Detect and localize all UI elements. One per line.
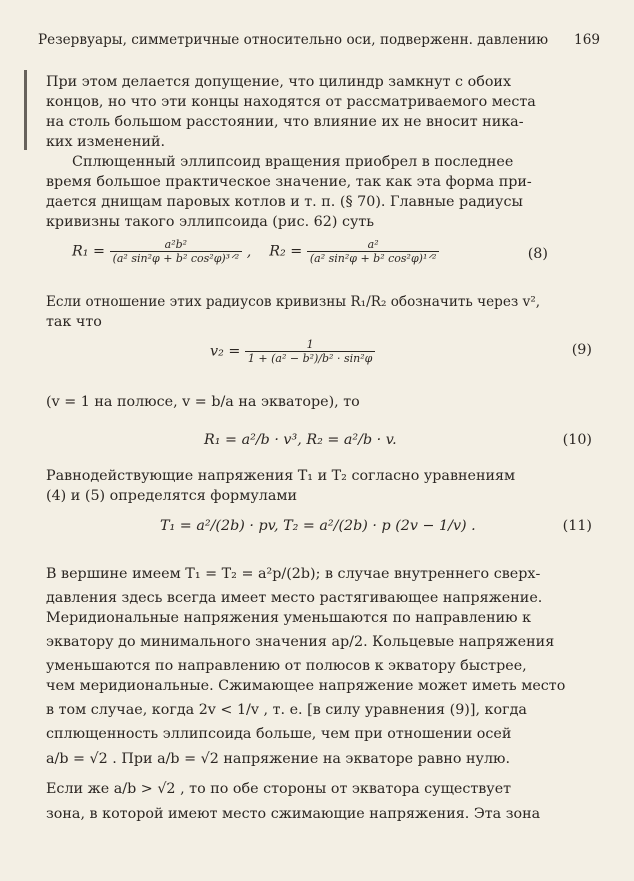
eq8-den2: (a² sin²φ + b² cos²φ)¹ᐟ² bbox=[309, 252, 437, 265]
text-line: так что bbox=[46, 314, 102, 330]
text-line: Меридиональные напряжения уменьшаются по направлению к bbox=[46, 610, 532, 626]
running-header bbox=[38, 32, 600, 48]
eq9-frac bbox=[245, 338, 375, 365]
eq8-frac1 bbox=[110, 238, 243, 265]
eq9-number: (9) bbox=[571, 342, 592, 358]
eq10-text: R₁ = a²/b · v³, R₂ = a²/b · v. bbox=[204, 432, 397, 448]
eq9-lhs: v₂ = bbox=[210, 343, 241, 360]
eq8-number: (8) bbox=[527, 246, 548, 262]
text-line: В вершине имеем T₁ = T₂ = a²p/(2b); в случае внутреннего сверх- bbox=[46, 566, 541, 582]
eq8-r1: R₁ = bbox=[72, 243, 106, 260]
equation-11 bbox=[160, 518, 592, 534]
text-body bbox=[46, 72, 592, 232]
text-line: в том случае, когда 2v < 1/v , т. е. [в силу уравнения (9)], когда bbox=[46, 702, 527, 718]
eq8-r2: R₂ = bbox=[269, 243, 303, 260]
text-line: Если отношение этих радиусов кривизны R₁/R₂ обозначить через v², bbox=[46, 294, 541, 310]
equation-10 bbox=[204, 432, 592, 448]
eq9-den: 1 + (a² − b²)/b² · sin²φ bbox=[247, 352, 373, 365]
text-line: зона, в которой имеют место сжимающие напряжения. Эта зона bbox=[46, 806, 541, 822]
page-number: 169 bbox=[574, 32, 600, 48]
eq10-number: (10) bbox=[562, 432, 592, 448]
header-title: Резервуары, симметричные относительно оси, подверженн. давлению bbox=[38, 32, 549, 48]
text-line: Равнодействующие напряжения T₁ и T₂ согласно уравнениям bbox=[46, 468, 516, 484]
margin-mark bbox=[24, 70, 27, 150]
text-line: При этом делается допущение, что цилиндр замкнут с обоих bbox=[46, 74, 512, 90]
text-line: (v = 1 на полюсе, v = b/a на экваторе), то bbox=[46, 394, 360, 410]
text-line: давления здесь всегда имеет место растягивающее напряжение. bbox=[46, 590, 543, 606]
equation-8: R₁ = $\frac{\text{a²b²}}{\text{(a² sin²φ + b² cos²φ)³ᐟ²}}$ , R₂ = $\frac{\text{a²}}{\text{(a² sin²φ + b² cos²φ)¹ᐟ²}}$ (8) bbox=[72, 238, 548, 265]
text-line: (4) и (5) определятся формулами bbox=[46, 488, 297, 504]
text-body-2 bbox=[46, 292, 592, 332]
text-line: ких изменений. bbox=[46, 134, 166, 150]
text-line: a/b = √2 . При a/b = √2 напряжение на экваторе равно нулю. bbox=[46, 751, 511, 767]
text-line: сплющенность эллипсоида больше, чем при отношении осей bbox=[46, 726, 512, 742]
eq11-text: T₁ = a²/(2b) · pv, T₂ = a²/(2b) · p (2v − 1/v) . bbox=[160, 518, 476, 534]
eq8-num1: a²b² bbox=[110, 238, 243, 252]
eq9-num: 1 bbox=[245, 338, 375, 352]
eq11-number: (11) bbox=[562, 518, 592, 534]
text-line: время большое практическое значение, так как эта форма при- bbox=[46, 174, 532, 190]
text-line: Если же a/b > √2 , то по обе стороны от экватора существует bbox=[46, 781, 512, 797]
text-body-4 bbox=[46, 466, 592, 506]
text-body-3 bbox=[46, 392, 592, 412]
text-line: дается днищам паровых котлов и т. п. (§ 70). Главные радиусы bbox=[46, 194, 523, 210]
equation-9 bbox=[210, 338, 592, 365]
text-line: чем меридиональные. Сжимающее напряжение может иметь место bbox=[46, 678, 566, 694]
text-line: на столь большом расстоянии, что влияние их не вносит ника- bbox=[46, 114, 524, 130]
eq8-den1: (a² sin²φ + b² cos²φ)³ᐟ² bbox=[112, 252, 240, 265]
eq8-num2: a² bbox=[307, 238, 440, 252]
text-line: уменьшаются по направлению от полюсов к экватору быстрее, bbox=[46, 658, 527, 674]
text-line: экватору до минимального значения ap/2. Кольцевые напряжения bbox=[46, 634, 555, 650]
text-line: Сплющенный эллипсоид вращения приобрел в последнее bbox=[72, 154, 514, 170]
text-body-5 bbox=[46, 560, 592, 824]
text-line: кривизны такого эллипсоида (рис. 62) суть bbox=[46, 214, 375, 230]
text-line: концов, но что эти концы находятся от рассматриваемого места bbox=[46, 94, 536, 110]
eq8-frac2 bbox=[307, 238, 440, 265]
